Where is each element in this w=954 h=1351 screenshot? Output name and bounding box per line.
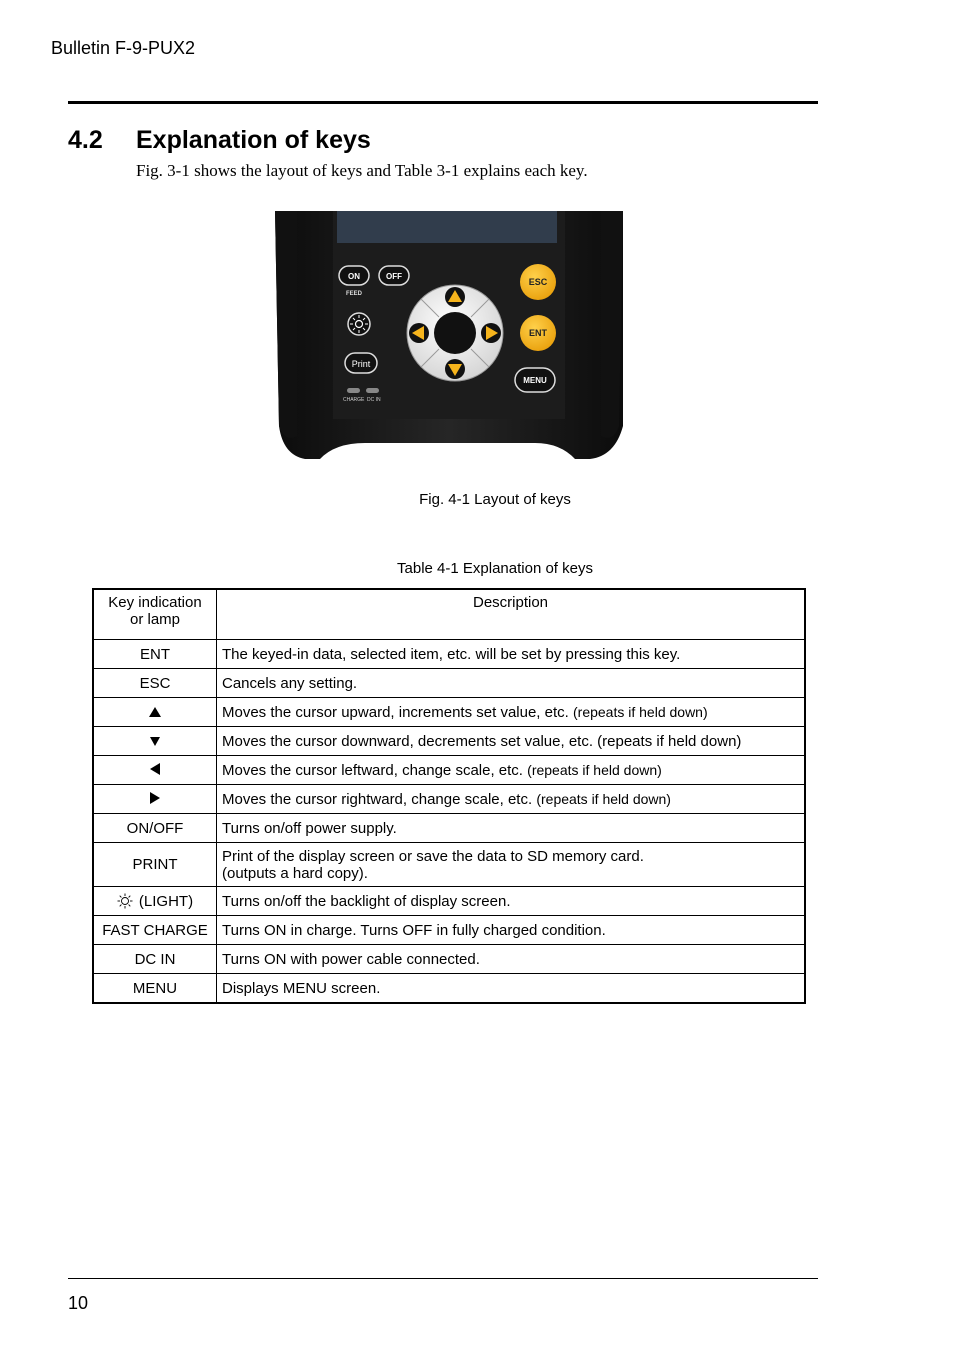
dpad-up	[445, 287, 465, 307]
table-row: (LIGHT) Turns on/off the backlight of display screen.	[93, 887, 805, 916]
down-triangle-icon	[150, 737, 160, 746]
table-row: MENU Displays MENU screen.	[93, 974, 805, 1004]
section-number: 4.2	[68, 126, 103, 154]
table-row: ENT The keyed-in data, selected item, etc. will be set by pressing this key.	[93, 640, 805, 669]
table-row: PRINT Print of the display screen or save the data to SD memory card. (outputs a hard copy).	[93, 843, 805, 887]
menu-button	[515, 368, 555, 392]
table-row: FAST CHARGE Turns ON in charge. Turns OFF in fully charged condition.	[93, 916, 805, 945]
sun-icon	[117, 893, 133, 909]
dc-in-label: DC IN	[367, 397, 381, 403]
keys-table	[92, 588, 806, 1004]
table-row: DC IN Turns ON with power cable connected.	[93, 945, 805, 974]
table-caption: Table 4-1 Explanation of keys	[397, 560, 593, 577]
svg-text:OFF: OFF	[386, 272, 402, 281]
right-triangle-icon	[150, 792, 160, 804]
charge-lamp	[347, 388, 360, 393]
table-row: Moves the cursor rightward, change scale, etc. (repeats if held down)	[93, 785, 805, 814]
svg-text:ESC: ESC	[528, 277, 548, 287]
feed-label: FEED	[345, 291, 363, 297]
dc-in-lamp	[366, 388, 379, 393]
header-description: Description	[217, 589, 806, 640]
up-triangle-icon	[149, 707, 161, 717]
table-row: ON/OFF Turns on/off power supply.	[93, 814, 805, 843]
figure-caption: Fig. 4-1 Layout of keys	[419, 491, 571, 508]
table-row: ESC Cancels any setting.	[93, 669, 805, 698]
dpad	[407, 285, 503, 381]
dpad-left	[409, 323, 429, 343]
top-rule	[68, 101, 818, 104]
section-heading: Explanation of keys	[136, 126, 371, 154]
svg-text:ON: ON	[348, 272, 360, 281]
section-title	[68, 126, 371, 155]
header-key: Key indication or lamp	[93, 589, 217, 640]
charge-label: CHARGE	[343, 397, 365, 403]
svg-text:MENU: MENU	[523, 376, 547, 385]
left-triangle-icon	[150, 763, 160, 775]
on-button	[339, 266, 369, 285]
svg-text:ENT: ENT	[529, 328, 547, 338]
page-number: 10	[68, 1293, 89, 1313]
esc-button	[520, 264, 556, 300]
table-row: Moves the cursor leftward, change scale, etc. (repeats if held down)	[93, 756, 805, 785]
svg-text:Print: Print	[351, 359, 371, 369]
light-button	[348, 313, 370, 335]
bulletin-header: Bulletin F-9-PUX2	[51, 38, 196, 58]
print-button	[345, 353, 377, 373]
device-figure	[275, 211, 623, 461]
ent-button	[520, 315, 556, 351]
intro-text: Fig. 3-1 shows the layout of keys and Table 3-1 explains each key.	[136, 161, 588, 180]
dpad-down	[445, 359, 465, 379]
off-button	[379, 266, 409, 285]
dpad-right	[481, 323, 501, 343]
table-row: Moves the cursor upward, increments set value, etc. (repeats if held down)	[93, 698, 805, 727]
table-row: Moves the cursor downward, decrements set value, etc. (repeats if held down)	[93, 727, 805, 756]
bottom-rule	[68, 1278, 818, 1279]
table-header-row	[93, 589, 805, 640]
